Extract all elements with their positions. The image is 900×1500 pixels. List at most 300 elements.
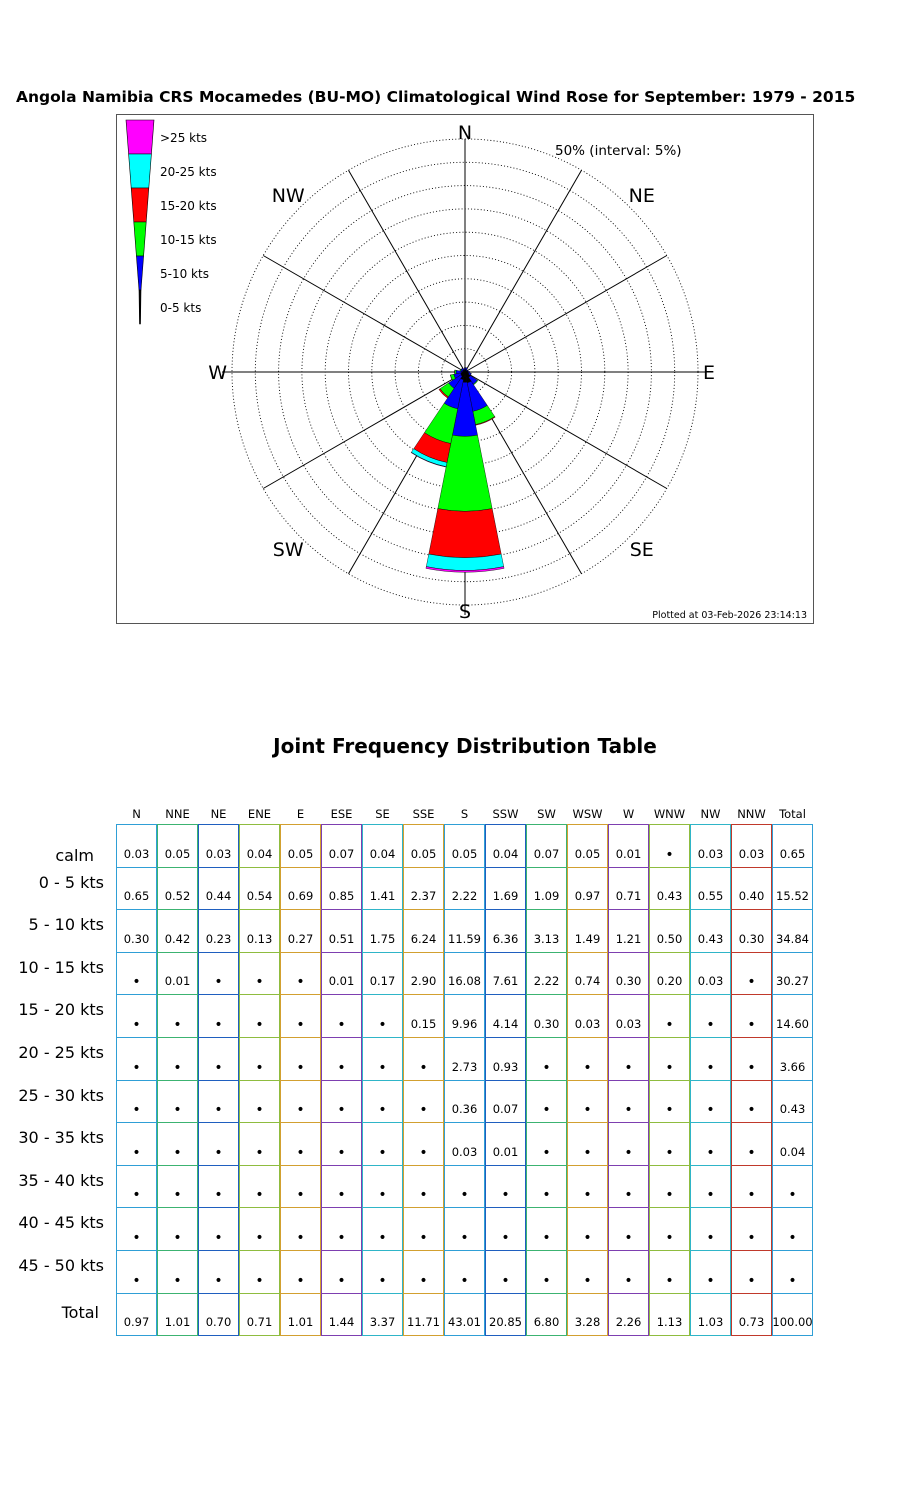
table-cell bbox=[690, 1250, 731, 1294]
table-cell bbox=[772, 1122, 813, 1166]
table-cell-value: • bbox=[747, 1016, 756, 1033]
table-cell bbox=[444, 824, 485, 868]
table-cell bbox=[239, 1293, 280, 1337]
table-cell-value: 0.17 bbox=[369, 974, 396, 989]
table-cell bbox=[280, 867, 321, 911]
table-cell-value: 34.84 bbox=[776, 931, 809, 946]
table-cell bbox=[239, 909, 280, 953]
table-cell bbox=[444, 994, 485, 1038]
table-cell-value: • bbox=[378, 1102, 387, 1119]
table-cell bbox=[690, 1293, 731, 1337]
table-cell bbox=[526, 994, 567, 1038]
table-cell-value: 2.73 bbox=[451, 1059, 478, 1074]
table-cell-value: 0.69 bbox=[287, 889, 314, 904]
table-cell bbox=[321, 1122, 362, 1166]
table-cell bbox=[690, 1165, 731, 1209]
radius-scale-label: 50% (interval: 5%) bbox=[555, 143, 682, 159]
table-cell-value: • bbox=[460, 1272, 469, 1289]
table-cell-value: 7.61 bbox=[492, 974, 519, 989]
table-cell bbox=[444, 1165, 485, 1209]
table-cell bbox=[116, 1250, 157, 1294]
table-cell-value: 0.03 bbox=[615, 1016, 642, 1031]
table-cell-value: 3.28 bbox=[574, 1315, 601, 1330]
table-cell-value: 0.70 bbox=[205, 1315, 232, 1330]
table-cell bbox=[567, 1122, 608, 1166]
table-cell bbox=[444, 867, 485, 911]
table-cell bbox=[403, 1037, 444, 1081]
table-cell bbox=[567, 909, 608, 953]
table-cell-value: 0.55 bbox=[697, 889, 724, 904]
table-cell bbox=[403, 1122, 444, 1166]
table-cell-value: • bbox=[624, 1229, 633, 1246]
table-cell-value: • bbox=[378, 1016, 387, 1033]
table-cell-value: 1.03 bbox=[697, 1315, 724, 1330]
table-cell bbox=[239, 1080, 280, 1124]
table-cell bbox=[280, 909, 321, 953]
table-cell-value: • bbox=[583, 1187, 592, 1204]
table-cell bbox=[526, 824, 567, 868]
table-cell-value: • bbox=[173, 1102, 182, 1119]
table-cell-value: 0.40 bbox=[738, 889, 765, 904]
legend-swatch bbox=[139, 290, 141, 324]
table-cell bbox=[772, 824, 813, 868]
table-cell-value: 0.03 bbox=[697, 846, 724, 861]
table-cell bbox=[198, 909, 239, 953]
table-cell bbox=[608, 867, 649, 911]
table-cell bbox=[731, 952, 772, 996]
table-cell bbox=[485, 1080, 526, 1124]
table-cell-value: • bbox=[173, 1144, 182, 1161]
table-cell-value: 0.30 bbox=[738, 931, 765, 946]
legend-label: 5-10 kts bbox=[160, 267, 209, 281]
table-cell bbox=[198, 1122, 239, 1166]
table-cell bbox=[198, 1165, 239, 1209]
table-cell-value: • bbox=[665, 1102, 674, 1119]
table-cell-value: • bbox=[296, 1229, 305, 1246]
table-cell bbox=[239, 1250, 280, 1294]
table-cell-value: 30.27 bbox=[776, 974, 809, 989]
table-cell bbox=[362, 952, 403, 996]
legend-label: 10-15 kts bbox=[160, 233, 217, 247]
table-cell-value: • bbox=[788, 1272, 797, 1289]
table-cell-value: 1.49 bbox=[574, 931, 601, 946]
column-header: WSW bbox=[572, 807, 603, 821]
table-cell bbox=[362, 1037, 403, 1081]
table-cell-value: • bbox=[419, 1272, 428, 1289]
table-cell-value: • bbox=[583, 1102, 592, 1119]
table-cell-value: • bbox=[132, 1229, 141, 1246]
table-cell bbox=[444, 1080, 485, 1124]
table-cell-value: • bbox=[624, 1272, 633, 1289]
table-cell-value: 2.22 bbox=[451, 889, 478, 904]
table-cell bbox=[321, 867, 362, 911]
legend-swatch bbox=[126, 120, 154, 154]
table-cell-value: • bbox=[583, 1144, 592, 1161]
table-cell bbox=[731, 1207, 772, 1251]
table-cell bbox=[485, 867, 526, 911]
table-cell-value: • bbox=[624, 1102, 633, 1119]
table-cell-value: • bbox=[378, 1059, 387, 1076]
table-cell-value: • bbox=[665, 1144, 674, 1161]
table-cell bbox=[567, 952, 608, 996]
table-cell-value: 0.30 bbox=[615, 974, 642, 989]
table-cell bbox=[485, 1037, 526, 1081]
table-cell bbox=[198, 1037, 239, 1081]
table-cell-value: • bbox=[419, 1059, 428, 1076]
table-cell-value: • bbox=[173, 1059, 182, 1076]
column-header: NNE bbox=[165, 807, 190, 821]
table-cell bbox=[198, 867, 239, 911]
compass-label-se: SE bbox=[629, 538, 654, 561]
table-cell-value: • bbox=[214, 1187, 223, 1204]
table-cell-value: • bbox=[542, 1229, 551, 1246]
table-cell bbox=[116, 994, 157, 1038]
table-cell-value: • bbox=[747, 1229, 756, 1246]
table-cell-value: • bbox=[665, 1016, 674, 1033]
table-cell bbox=[608, 1165, 649, 1209]
table-cell bbox=[649, 1293, 690, 1337]
table-cell bbox=[731, 1037, 772, 1081]
table-cell-value: 0.01 bbox=[615, 846, 642, 861]
legend-label: 20-25 kts bbox=[160, 165, 217, 179]
table-cell-value: 0.05 bbox=[574, 846, 601, 861]
table-cell-value: • bbox=[173, 1016, 182, 1033]
table-cell bbox=[608, 994, 649, 1038]
table-cell-value: 0.03 bbox=[205, 846, 232, 861]
table-cell bbox=[526, 1122, 567, 1166]
table-cell bbox=[772, 994, 813, 1038]
row-header: 35 - 40 kts bbox=[18, 1170, 104, 1190]
table-cell bbox=[731, 867, 772, 911]
table-cell bbox=[731, 1122, 772, 1166]
table-cell-value: • bbox=[747, 1059, 756, 1076]
wind-rose-plot bbox=[117, 115, 814, 624]
legend-swatch bbox=[131, 188, 149, 222]
table-cell-value: 0.15 bbox=[410, 1016, 437, 1031]
table-cell-value: • bbox=[747, 1144, 756, 1161]
compass-label-sw: SW bbox=[272, 538, 304, 561]
table-cell-value: • bbox=[173, 1187, 182, 1204]
table-cell bbox=[239, 867, 280, 911]
table-cell bbox=[526, 952, 567, 996]
table-cell bbox=[321, 952, 362, 996]
table-cell-value: 1.13 bbox=[656, 1315, 683, 1330]
table-cell-value: • bbox=[788, 1187, 797, 1204]
table-cell-value: • bbox=[337, 1187, 346, 1204]
column-header: NW bbox=[700, 807, 721, 821]
table-cell bbox=[772, 1293, 813, 1337]
row-header: 20 - 25 kts bbox=[18, 1043, 104, 1062]
table-cell bbox=[116, 952, 157, 996]
table-cell bbox=[690, 994, 731, 1038]
table-cell bbox=[321, 994, 362, 1038]
table-cell-value: 0.05 bbox=[451, 846, 478, 861]
table-cell-value: • bbox=[173, 1229, 182, 1246]
table-cell bbox=[485, 1207, 526, 1251]
table-cell-value: • bbox=[255, 1059, 264, 1076]
column-header: S bbox=[460, 807, 469, 821]
table-cell bbox=[649, 824, 690, 868]
table-cell bbox=[567, 1207, 608, 1251]
table-cell bbox=[772, 1250, 813, 1294]
compass-label-nw: NW bbox=[271, 185, 305, 208]
table-cell bbox=[280, 1037, 321, 1081]
table-cell bbox=[444, 1122, 485, 1166]
row-header: 30 - 35 kts bbox=[18, 1128, 104, 1148]
row-header: calm bbox=[55, 846, 94, 865]
table-cell-value: • bbox=[706, 1144, 715, 1161]
table-cell-value: 1.21 bbox=[615, 931, 642, 946]
table-cell bbox=[198, 1080, 239, 1124]
table-cell-value: 0.23 bbox=[205, 931, 232, 946]
table-cell bbox=[567, 1250, 608, 1294]
row-header: 15 - 20 kts bbox=[18, 1000, 104, 1020]
table-cell-value: • bbox=[542, 1102, 551, 1119]
table-cell-value: • bbox=[214, 1229, 223, 1246]
table-cell-value: 2.90 bbox=[410, 974, 437, 989]
table-cell-value: • bbox=[706, 1187, 715, 1204]
column-header: N bbox=[132, 807, 141, 821]
table-cell-value: • bbox=[706, 1102, 715, 1119]
table-cell-value: 0.97 bbox=[123, 1315, 150, 1330]
table-cell-value: • bbox=[132, 974, 141, 991]
table-cell-value: 0.07 bbox=[533, 846, 560, 861]
table-cell bbox=[485, 909, 526, 953]
column-header: E bbox=[296, 807, 305, 821]
table-cell-value: • bbox=[296, 1102, 305, 1119]
table-cell bbox=[690, 1080, 731, 1124]
table-cell bbox=[485, 1293, 526, 1337]
table-cell-value: 0.27 bbox=[287, 931, 314, 946]
table-cell-value: 0.04 bbox=[369, 846, 396, 861]
table-cell bbox=[731, 1293, 772, 1337]
table-cell bbox=[649, 952, 690, 996]
table-cell-value: • bbox=[747, 974, 756, 991]
table-cell bbox=[362, 1165, 403, 1209]
table-cell-value: • bbox=[214, 1059, 223, 1076]
column-header: SSW bbox=[492, 807, 519, 821]
row-header: 25 - 30 kts bbox=[18, 1085, 104, 1105]
table-cell bbox=[772, 1037, 813, 1081]
table-cell bbox=[485, 1165, 526, 1209]
table-cell-value: • bbox=[460, 1187, 469, 1204]
legend-label: 0-5 kts bbox=[160, 301, 202, 315]
row-header: 45 - 50 kts bbox=[18, 1256, 104, 1275]
table-cell-value: 1.01 bbox=[287, 1315, 314, 1330]
table-cell bbox=[649, 1165, 690, 1209]
table-cell bbox=[444, 1293, 485, 1337]
table-cell-value: 0.01 bbox=[328, 974, 355, 989]
table-cell-value: 6.24 bbox=[410, 931, 437, 946]
table-cell bbox=[608, 1250, 649, 1294]
table-cell bbox=[526, 1293, 567, 1337]
table-cell bbox=[567, 1037, 608, 1081]
column-header: ENE bbox=[247, 807, 272, 821]
table-cell bbox=[731, 994, 772, 1038]
table-cell bbox=[116, 1122, 157, 1166]
table-cell-value: • bbox=[337, 1059, 346, 1076]
table-cell bbox=[362, 909, 403, 953]
table-cell bbox=[772, 867, 813, 911]
table-cell bbox=[690, 952, 731, 996]
table-cell bbox=[198, 1250, 239, 1294]
table-cell-value: • bbox=[255, 1187, 264, 1204]
table-cell-value: • bbox=[173, 1272, 182, 1289]
table-cell bbox=[321, 1207, 362, 1251]
table-cell bbox=[403, 824, 444, 868]
table-title: Joint Frequency Distribution Table bbox=[273, 734, 657, 758]
table-cell bbox=[403, 1080, 444, 1124]
table-cell-value: 16.08 bbox=[448, 974, 481, 989]
compass-label-w: W bbox=[208, 362, 227, 384]
table-cell bbox=[690, 1037, 731, 1081]
table-cell-value: • bbox=[255, 1102, 264, 1119]
compass-label-s: S bbox=[458, 601, 472, 623]
table-cell bbox=[116, 824, 157, 868]
table-cell bbox=[772, 1165, 813, 1209]
table-cell-value: 0.71 bbox=[246, 1315, 273, 1330]
table-cell bbox=[608, 952, 649, 996]
table-cell bbox=[485, 824, 526, 868]
table-cell-value: • bbox=[337, 1229, 346, 1246]
table-cell bbox=[485, 994, 526, 1038]
table-cell-value: 0.05 bbox=[164, 846, 191, 861]
table-cell-value: • bbox=[337, 1144, 346, 1161]
table-cell-value: • bbox=[624, 1059, 633, 1076]
table-cell bbox=[116, 1293, 157, 1337]
wind-petal-segment bbox=[429, 509, 501, 558]
legend-label: 15-20 kts bbox=[160, 199, 217, 213]
table-cell bbox=[608, 1207, 649, 1251]
table-cell bbox=[321, 909, 362, 953]
table-cell bbox=[608, 1037, 649, 1081]
table-cell bbox=[526, 1037, 567, 1081]
table-cell-value: 1.09 bbox=[533, 889, 560, 904]
table-cell bbox=[198, 994, 239, 1038]
table-cell bbox=[526, 1250, 567, 1294]
table-cell bbox=[157, 1250, 198, 1294]
table-cell-value: • bbox=[583, 1059, 592, 1076]
spoke-line bbox=[465, 372, 667, 489]
table-cell-value: • bbox=[214, 1144, 223, 1161]
table-cell-value: 0.13 bbox=[246, 931, 273, 946]
table-cell bbox=[772, 952, 813, 996]
table-cell-value: • bbox=[337, 1016, 346, 1033]
table-cell bbox=[403, 1293, 444, 1337]
table-cell-value: • bbox=[419, 1187, 428, 1204]
table-cell-value: 0.20 bbox=[656, 974, 683, 989]
column-header: NNW bbox=[737, 807, 766, 821]
table-cell-value: 1.75 bbox=[369, 931, 396, 946]
row-header: Total bbox=[61, 1302, 99, 1322]
table-cell bbox=[157, 1122, 198, 1166]
table-cell-value: • bbox=[214, 1272, 223, 1289]
table-cell bbox=[526, 867, 567, 911]
table-cell bbox=[239, 952, 280, 996]
table-cell-value: • bbox=[747, 1272, 756, 1289]
table-cell-value: 9.96 bbox=[451, 1016, 478, 1031]
table-cell-value: • bbox=[583, 1229, 592, 1246]
table-cell bbox=[403, 909, 444, 953]
column-header: Total bbox=[779, 807, 806, 821]
table-cell bbox=[731, 824, 772, 868]
table-cell bbox=[321, 1080, 362, 1124]
table-cell-value: 0.04 bbox=[779, 1144, 806, 1159]
table-cell bbox=[157, 994, 198, 1038]
table-cell-value: • bbox=[132, 1102, 141, 1119]
spoke-line bbox=[465, 256, 667, 373]
table-cell-value: 43.01 bbox=[448, 1315, 481, 1330]
column-header: W bbox=[622, 807, 635, 821]
table-cell bbox=[649, 1037, 690, 1081]
table-cell bbox=[526, 1080, 567, 1124]
table-cell bbox=[731, 909, 772, 953]
table-cell-value: 0.44 bbox=[205, 889, 232, 904]
table-cell-value: 2.26 bbox=[615, 1315, 642, 1330]
column-header: SW bbox=[537, 807, 556, 821]
table-cell bbox=[157, 1207, 198, 1251]
table-cell-value: • bbox=[747, 1187, 756, 1204]
table-cell-value: • bbox=[296, 974, 305, 991]
legend-label: >25 kts bbox=[160, 131, 208, 145]
table-cell-value: 0.43 bbox=[656, 889, 683, 904]
table-cell bbox=[116, 1080, 157, 1124]
table-cell-value: 0.04 bbox=[492, 846, 519, 861]
table-cell-value: • bbox=[665, 1187, 674, 1204]
table-cell-value: 0.03 bbox=[738, 846, 765, 861]
table-cell-value: • bbox=[214, 1102, 223, 1119]
table-cell-value: 0.01 bbox=[492, 1144, 519, 1159]
table-cell-value: • bbox=[665, 1272, 674, 1289]
table-cell bbox=[649, 1122, 690, 1166]
table-cell-value: • bbox=[542, 1272, 551, 1289]
table-cell-value: • bbox=[132, 1187, 141, 1204]
table-cell bbox=[485, 1250, 526, 1294]
table-cell bbox=[403, 1165, 444, 1209]
table-cell-value: 2.37 bbox=[410, 889, 437, 904]
table-cell-value: 14.60 bbox=[776, 1016, 809, 1031]
table-cell bbox=[362, 1080, 403, 1124]
table-cell bbox=[649, 1207, 690, 1251]
table-cell bbox=[649, 1080, 690, 1124]
table-cell bbox=[567, 867, 608, 911]
spoke-line bbox=[263, 256, 465, 373]
table-cell bbox=[690, 867, 731, 911]
spoke-line bbox=[349, 170, 466, 372]
table-cell bbox=[444, 1207, 485, 1251]
table-cell bbox=[321, 1037, 362, 1081]
table-cell-value: • bbox=[501, 1272, 510, 1289]
table-cell bbox=[321, 1250, 362, 1294]
legend-swatch bbox=[129, 154, 152, 188]
table-cell-value: • bbox=[501, 1229, 510, 1246]
column-header: SSE bbox=[412, 807, 435, 821]
table-cell-value: • bbox=[337, 1272, 346, 1289]
table-cell bbox=[198, 824, 239, 868]
table-cell-value: 2.22 bbox=[533, 974, 560, 989]
table-cell-value: 0.30 bbox=[533, 1016, 560, 1031]
table-cell-value: • bbox=[378, 1229, 387, 1246]
table-cell-value: 0.74 bbox=[574, 974, 601, 989]
table-cell-value: • bbox=[214, 1016, 223, 1033]
table-cell bbox=[772, 909, 813, 953]
table-cell-value: • bbox=[624, 1144, 633, 1161]
table-cell-value: • bbox=[214, 974, 223, 991]
table-cell-value: 0.03 bbox=[451, 1144, 478, 1159]
table-cell bbox=[567, 1165, 608, 1209]
table-cell bbox=[690, 1122, 731, 1166]
table-cell bbox=[157, 1037, 198, 1081]
